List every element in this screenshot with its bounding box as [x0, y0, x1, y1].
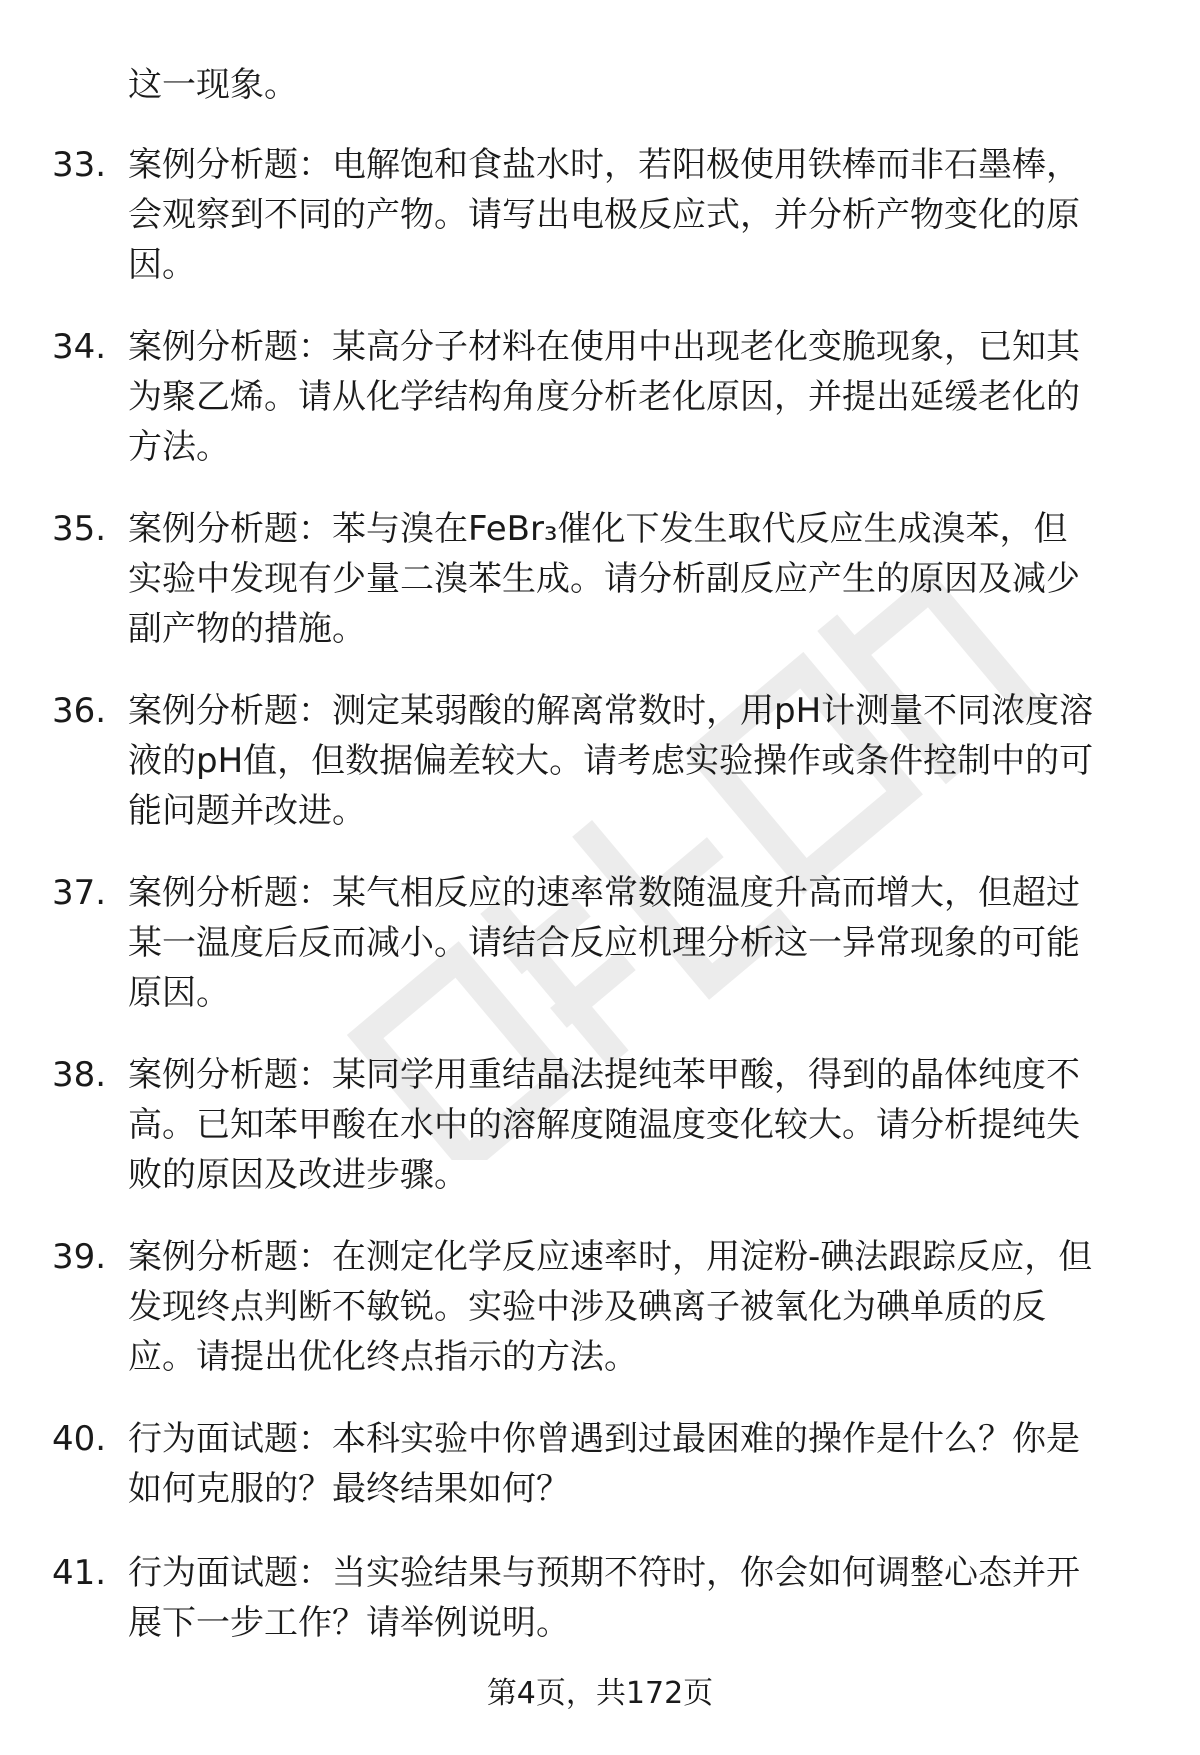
question-text: 案例分析题：某高分子材料在使用中出现老化变脆现象，已知其 为聚乙烯。请从化学结构角度分析老化原因，并提出延缓老化的 方法。: [128, 327, 1080, 467]
question-item: [0, 1548, 1200, 1648]
question-number: 35.: [52, 509, 107, 549]
question-item: [0, 1414, 1200, 1514]
question-text: 案例分析题：某同学用重结晶法提纯苯甲酸，得到的晶体纯度不 高。已知苯甲酸在水中的溶解度随温度变化较大。请分析提纯失 败的原因及改进步骤。: [128, 1055, 1080, 1195]
question-item: [0, 322, 1200, 470]
question-number: 34.: [52, 327, 107, 367]
question-number: 38.: [52, 1055, 107, 1095]
page-footer: 第4页，共172页: [486, 1676, 714, 1711]
question-item: [0, 1232, 1200, 1380]
question-number: 36.: [52, 691, 107, 731]
continuation-text: 这一现象。: [128, 65, 298, 105]
question-text: 案例分析题：测定某弱酸的解离常数时，用pH计测量不同浓度溶 液的pH值，但数据偏差较大。请考虑实验操作或条件控制中的可 能问题并改进。: [128, 691, 1094, 831]
question-item: [0, 140, 1200, 288]
question-item: [0, 868, 1200, 1016]
question-number: 39.: [52, 1237, 107, 1277]
question-text: 行为面试题：本科实验中你曾遇到过最困难的操作是什么？你是 如何克服的？最终结果如何？: [128, 1419, 1080, 1509]
question-number: 33.: [52, 145, 107, 185]
question-list: [0, 140, 1200, 1682]
question-text: 案例分析题：苯与溴在FeBr₃催化下发生取代反应生成溴苯，但 实验中发现有少量二溴苯生成。请分析副反应产生的原因及减少 副产物的措施。: [128, 509, 1080, 649]
question-item: [0, 686, 1200, 834]
question-text: 案例分析题：在测定化学反应速率时，用淀粉-碘法跟踪反应，但 发现终点判断不敏锐。实验中涉及碘离子被氧化为碘单质的反 应。请提出优化终点指示的方法。: [128, 1237, 1093, 1377]
question-text: 行为面试题：当实验结果与预期不符时，你会如何调整心态并开 展下一步工作？请举例说明。: [128, 1553, 1080, 1643]
question-item: [0, 1050, 1200, 1198]
question-text: 案例分析题：电解饱和食盐水时，若阳极使用铁棒而非石墨棒， 会观察到不同的产物。请写出电极反应式，并分析产物变化的原 因。: [128, 145, 1080, 285]
question-number: 37.: [52, 873, 107, 913]
question-text: 案例分析题：某气相反应的速率常数随温度升高而增大，但超过 某一温度后反而减小。请结合反应机理分析这一异常现象的可能 原因。: [128, 873, 1080, 1013]
question-item: [0, 504, 1200, 652]
question-number: 40.: [52, 1419, 107, 1459]
question-number: 41.: [52, 1553, 107, 1593]
